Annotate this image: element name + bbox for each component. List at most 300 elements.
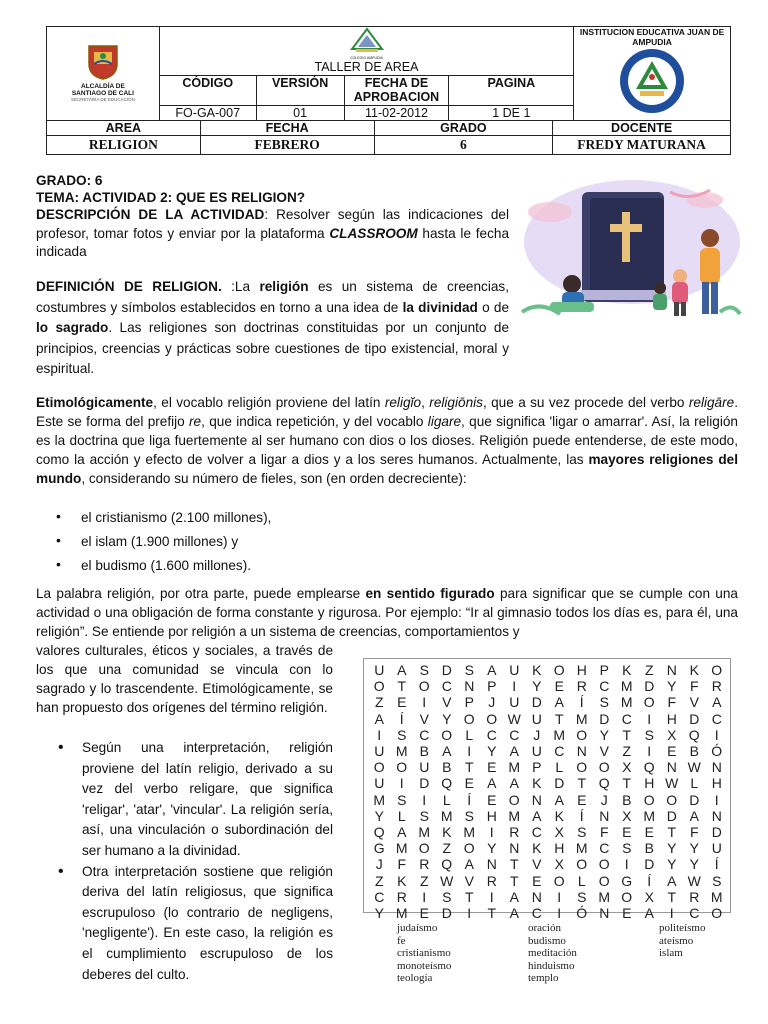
etymology-bold-2: mayores religiones del mundo — [36, 452, 738, 486]
word-search-row — [368, 678, 728, 694]
word-search-letter[interactable]: X — [622, 759, 632, 776]
word-search-letter[interactable]: K — [689, 662, 699, 679]
word-search-letter[interactable]: S — [464, 807, 474, 824]
definition-label: DEFINICIÓN DE RELIGION. — [36, 279, 222, 294]
word-search-letter[interactable]: Y — [374, 807, 384, 824]
word-search-letter[interactable]: A — [397, 662, 407, 679]
word-search-letter[interactable]: A — [374, 710, 384, 727]
word-search-letter[interactable]: T — [397, 678, 407, 695]
word-search-row — [368, 889, 728, 905]
word-search-letter[interactable]: E — [622, 904, 632, 921]
word-search-letter[interactable]: A — [509, 775, 519, 792]
word-search-letter[interactable]: T — [622, 726, 632, 743]
word-search-letter[interactable]: N — [531, 791, 542, 808]
word-search-letter[interactable]: L — [397, 807, 406, 824]
word-search-letter[interactable]: B — [644, 840, 654, 857]
word-search-letter[interactable]: D — [419, 775, 430, 792]
word-search-letter[interactable]: E — [487, 759, 497, 776]
word-search-letter[interactable]: Z — [442, 840, 452, 857]
word-search-letter[interactable]: S — [419, 662, 429, 679]
word-search-letter[interactable]: T — [622, 775, 632, 792]
word-search-letter[interactable]: K — [532, 775, 542, 792]
word-search-letter[interactable]: M — [553, 726, 566, 743]
word-search-letter[interactable]: Í — [467, 791, 472, 808]
word-search-letter[interactable]: O — [711, 662, 723, 679]
word-search-letter[interactable]: M — [395, 904, 408, 921]
word-search-letter[interactable]: U — [531, 743, 542, 760]
word-item: ateísmo — [659, 934, 694, 947]
word-search-letter[interactable]: S — [644, 726, 654, 743]
etymology-text-5: , que indica repetición, y del vocablo — [201, 414, 428, 429]
word-search-letter[interactable]: T — [509, 856, 519, 873]
etymology-italic-1: religĭo — [384, 395, 422, 410]
word-search-letter[interactable]: C — [419, 726, 430, 743]
word-search-letter[interactable]: J — [533, 726, 541, 743]
word-search-row — [368, 792, 728, 808]
word-search-letter[interactable]: C — [531, 823, 542, 840]
word-search-letter[interactable]: D — [689, 710, 700, 727]
religion-item: • el cristianismo (2.100 millones), — [56, 506, 271, 530]
family-bible-illustration — [520, 172, 742, 320]
word-search-letter[interactable]: K — [442, 823, 452, 840]
word-search-letter[interactable]: Z — [374, 694, 384, 711]
description-end: hasta le fecha indicada — [36, 225, 510, 259]
word-search-row — [368, 759, 728, 775]
word-search-letter[interactable]: Y — [442, 710, 452, 727]
grado-heading: GRADO: 6 — [36, 173, 103, 188]
word-search-letter[interactable]: P — [464, 694, 474, 711]
word-search-letter[interactable]: U — [419, 759, 430, 776]
word-search-letter[interactable]: T — [554, 710, 564, 727]
description-text: : Resolver según las indicaciones del profesor, tomar fotos y enviar por la plataforma — [36, 207, 509, 241]
word-search-letter[interactable]: M — [440, 807, 453, 824]
word-search-letter[interactable]: O — [643, 694, 655, 711]
word-search-letter[interactable]: G — [621, 872, 633, 889]
word-search-letter[interactable]: X — [667, 726, 677, 743]
word-search-letter[interactable]: A — [442, 743, 452, 760]
word-search-letter[interactable]: U — [711, 840, 722, 857]
word-search-letter[interactable]: V — [599, 743, 609, 760]
word-search-letter[interactable]: E — [667, 743, 677, 760]
word-search-letter[interactable]: J — [600, 791, 608, 808]
word-search-letter[interactable]: I — [489, 888, 494, 905]
word-search-letter[interactable]: C — [374, 888, 385, 905]
word-search-letter[interactable]: Í — [399, 710, 404, 727]
word-search-letter[interactable]: O — [373, 678, 385, 695]
word-search-letter[interactable]: T — [509, 872, 519, 889]
word-search-letter[interactable]: E — [554, 678, 564, 695]
word-search-letter[interactable]: D — [441, 904, 452, 921]
tema-heading: TEMA: ACTIVIDAD 2: QUE ES RELIGION? — [36, 190, 306, 205]
word-search-letter[interactable]: D — [666, 807, 677, 824]
word-search-letter[interactable]: I — [647, 710, 652, 727]
word-search-letter[interactable]: O — [576, 726, 588, 743]
word-search-letter[interactable]: O — [486, 710, 498, 727]
word-search-letter[interactable]: C — [486, 726, 497, 743]
center-logo-caption: COLEGIO AMPUDIA — [350, 56, 383, 60]
word-search-letter[interactable]: N — [576, 743, 587, 760]
word-search-letter[interactable]: W — [687, 872, 701, 889]
word-search-letter[interactable]: F — [599, 823, 609, 840]
word-search-letter[interactable]: Í — [714, 856, 719, 873]
word-search-letter[interactable]: D — [531, 694, 542, 711]
word-search-letter[interactable]: N — [509, 840, 520, 857]
word-search-letter[interactable]: Y — [599, 726, 609, 743]
word-search-letter[interactable]: O — [463, 840, 475, 857]
word-search-letter[interactable]: K — [554, 807, 564, 824]
word-search-letter[interactable]: B — [689, 743, 699, 760]
word-search-letter[interactable]: I — [557, 904, 562, 921]
word-search-letter[interactable]: Y — [487, 840, 497, 857]
word-search-letter[interactable]: V — [532, 856, 542, 873]
word-search-letter[interactable]: M — [373, 791, 386, 808]
version-label: VERSIÓN — [256, 76, 344, 106]
word-search-letter[interactable]: A — [487, 662, 497, 679]
word-search-letter[interactable]: D — [554, 775, 565, 792]
word-search-letter[interactable]: O — [598, 759, 610, 776]
word-search-letter[interactable]: S — [577, 888, 587, 905]
word-search-letter[interactable]: J — [488, 694, 496, 711]
word-search-letter[interactable]: N — [666, 662, 677, 679]
word-search-letter[interactable]: I — [422, 694, 427, 711]
word-search-letter[interactable]: P — [487, 678, 497, 695]
word-search-letter[interactable]: O — [463, 710, 475, 727]
taller-title: TALLER DE AREA — [314, 60, 419, 74]
word-search-letter[interactable]: I — [377, 726, 382, 743]
word-search-letter[interactable]: O — [396, 759, 408, 776]
word-search-letter[interactable]: Ó — [576, 904, 588, 921]
word-search-letter[interactable]: T — [667, 888, 677, 905]
word-search-letter[interactable]: E — [644, 823, 654, 840]
word-search-letter[interactable]: F — [667, 694, 677, 711]
word-search-letter[interactable]: C — [711, 710, 722, 727]
word-search-letter[interactable]: H — [576, 662, 587, 679]
word-search-row — [368, 743, 728, 759]
word-search-letter[interactable]: Q — [441, 775, 453, 792]
word-item: judaísmo — [397, 922, 438, 934]
word-search-letter[interactable]: M — [395, 743, 408, 760]
word-search-letter[interactable]: L — [555, 759, 564, 776]
word-item: hinduismo — [528, 959, 575, 972]
word-search-letter[interactable]: H — [644, 775, 655, 792]
word-search-letter[interactable]: R — [419, 856, 430, 873]
word-search-letter[interactable]: I — [557, 888, 562, 905]
word-item: politeísmo — [659, 922, 706, 934]
word-search-letter[interactable]: C — [509, 726, 520, 743]
word-search-letter[interactable]: D — [644, 678, 655, 695]
word-search-letter[interactable]: Y — [689, 840, 699, 857]
word-search-letter[interactable]: A — [509, 743, 519, 760]
word-search-letter[interactable]: O — [666, 791, 678, 808]
word-search-letter[interactable]: T — [464, 888, 474, 905]
word-search-letter[interactable]: O — [643, 791, 655, 808]
word-search-letter[interactable]: I — [669, 904, 674, 921]
word-search-letter[interactable]: Q — [373, 823, 385, 840]
word-search-letter[interactable]: M — [508, 759, 521, 776]
word-search-letter[interactable]: Í — [647, 872, 652, 889]
word-search-letter[interactable]: M — [395, 840, 408, 857]
word-search-letter[interactable]: C — [599, 840, 610, 857]
word-search-letter[interactable]: W — [440, 872, 454, 889]
word-search-letter[interactable]: Q — [643, 759, 655, 776]
word-search-letter[interactable]: A — [554, 791, 564, 808]
word-search-letter[interactable]: S — [442, 888, 452, 905]
word-search-letter[interactable]: E — [532, 872, 542, 889]
origin-item: • Otra interpretación sostiene que religión deriva del latín religiosus, que significa escrupuloso (lo contrario de negligens, 'negligente'). En este caso, la religión es el cumplimiento escrupuloso de los deberes del culto. — [58, 862, 333, 986]
word-search-letter[interactable]: X — [554, 823, 564, 840]
word-search-letter[interactable]: N — [531, 888, 542, 905]
word-search-letter[interactable]: A — [509, 888, 519, 905]
word-search-letter[interactable]: Y — [487, 743, 497, 760]
word-search-letter[interactable]: U — [509, 662, 520, 679]
word-search-letter[interactable]: A — [487, 775, 497, 792]
word-search-letter[interactable]: U — [374, 662, 385, 679]
word-search-letter[interactable]: D — [644, 856, 655, 873]
word-search-letter[interactable]: U — [531, 710, 542, 727]
word-search-letter[interactable]: I — [647, 743, 652, 760]
description-paragraph — [36, 206, 509, 262]
word-search-letter[interactable]: L — [690, 775, 699, 792]
word-search-letter[interactable]: G — [373, 840, 385, 857]
word-search-letter[interactable]: T — [577, 775, 587, 792]
word-search-letter[interactable]: Y — [374, 904, 384, 921]
word-search-letter[interactable]: Z — [622, 743, 632, 760]
word-search-letter[interactable]: M — [463, 823, 476, 840]
word-search-letter[interactable]: C — [554, 743, 565, 760]
word-search-letter[interactable]: K — [532, 840, 542, 857]
word-search-letter[interactable]: S — [712, 872, 722, 889]
word-search-letter[interactable]: I — [422, 791, 427, 808]
word-search-letter[interactable]: A — [464, 856, 474, 873]
word-search-letter[interactable]: W — [687, 759, 701, 776]
word-search-letter[interactable]: C — [621, 710, 632, 727]
figurative-text-1: La palabra religión, por otra parte, puede emplearse — [36, 586, 366, 601]
word-search-letter[interactable]: X — [622, 807, 632, 824]
word-search-letter[interactable]: N — [486, 856, 497, 873]
alcaldia-line1: ALCALDÍA DE — [81, 83, 125, 90]
word-search-letter[interactable]: S — [419, 807, 429, 824]
word-search-letter[interactable]: L — [577, 872, 586, 889]
word-search-letter[interactable]: O — [441, 726, 453, 743]
word-search-letter[interactable]: U — [374, 775, 385, 792]
word-search-letter[interactable]: E — [577, 791, 587, 808]
origin-item: • Según una interpretación, religión proviene del latín religio, derivado a su vez del verbo religare, que significa 'religar', 'atar', 'vincular'. La religión sería, así, una vinculación o subordinación del ser humano a la divinidad. — [58, 738, 333, 862]
word-search-letter[interactable]: A — [397, 823, 407, 840]
word-search-letter[interactable]: U — [374, 743, 385, 760]
word-search-letter[interactable]: K — [622, 662, 632, 679]
word-search-letter[interactable]: O — [576, 856, 588, 873]
word-search-letter[interactable]: N — [464, 678, 475, 695]
word-search-letter[interactable]: V — [442, 694, 452, 711]
word-search-letter[interactable]: R — [396, 888, 407, 905]
word-search-letter[interactable]: I — [422, 888, 427, 905]
word-search-letter[interactable]: R — [711, 678, 722, 695]
word-search-letter[interactable]: Q — [688, 726, 700, 743]
word-search-letter[interactable]: O — [418, 678, 430, 695]
docente-value: FREDY MATURANA — [553, 136, 731, 155]
word-search-letter[interactable]: Ó — [711, 743, 723, 760]
word-search-letter[interactable]: S — [622, 840, 632, 857]
word-search-letter[interactable]: T — [464, 759, 474, 776]
word-search-row — [368, 775, 728, 791]
word-search-letter[interactable]: X — [644, 888, 654, 905]
word-search-letter[interactable]: R — [576, 678, 587, 695]
word-search-letter[interactable]: I — [624, 856, 629, 873]
word-search-letter[interactable]: N — [599, 807, 610, 824]
word-search-letter[interactable]: S — [397, 726, 407, 743]
word-search-letter[interactable]: Y — [667, 678, 677, 695]
word-search-row — [368, 694, 728, 710]
word-search-letter[interactable]: M — [598, 888, 611, 905]
word-search-letter[interactable]: W — [665, 775, 679, 792]
word-search-letter[interactable]: C — [531, 904, 542, 921]
platform-name: CLASSROOM — [329, 225, 418, 241]
word-search-letter[interactable]: I — [467, 904, 472, 921]
word-search-letter[interactable]: E — [487, 791, 497, 808]
word-search-letter[interactable]: A — [667, 872, 677, 889]
word-search-letter[interactable]: C — [599, 678, 610, 695]
word-search-letter[interactable]: Y — [667, 840, 677, 857]
word-search-letter[interactable]: F — [397, 856, 407, 873]
word-search-letter[interactable]: D — [689, 791, 700, 808]
word-search-letter[interactable]: E — [464, 775, 474, 792]
word-search-letter[interactable]: S — [397, 791, 407, 808]
word-search-letter[interactable]: H — [486, 807, 497, 824]
word-search-letter[interactable]: S — [577, 823, 587, 840]
grado-value: 6 — [374, 136, 553, 155]
word-search-letter[interactable]: M — [710, 888, 723, 905]
word-search-letter[interactable]: K — [532, 662, 542, 679]
word-search-letter[interactable]: X — [554, 856, 564, 873]
word-search-letter[interactable]: N — [666, 759, 677, 776]
word-search-letter[interactable]: M — [508, 807, 521, 824]
word-search-letter[interactable]: O — [711, 904, 723, 921]
word-search-letter[interactable]: N — [711, 807, 722, 824]
word-search-letter[interactable]: J — [375, 856, 383, 873]
word-search-letter[interactable]: M — [643, 807, 656, 824]
word-search-letter[interactable]: E — [622, 823, 632, 840]
word-search-letter[interactable]: Í — [579, 807, 584, 824]
word-search-letter[interactable]: Y — [532, 678, 542, 695]
word-search-letter[interactable]: U — [509, 694, 520, 711]
figurative-continuation: valores culturales, éticos y sociales, a través de los que una comunidad se vincula con lo sagrado y lo trascendente. Etimológicamente, se han propuesto dos orígenes del término religión. — [36, 643, 333, 715]
word-search-letter[interactable]: K — [397, 872, 407, 889]
word-search-letter[interactable]: P — [599, 662, 609, 679]
word-search-letter[interactable]: A — [509, 904, 519, 921]
word-search-letter[interactable]: V — [464, 872, 474, 889]
word-search-letter[interactable]: R — [486, 872, 497, 889]
word-search-letter[interactable]: R — [689, 888, 700, 905]
word-search-letter[interactable]: W — [507, 710, 521, 727]
word-search-letter[interactable]: O — [621, 888, 633, 905]
word-search-letter[interactable]: F — [689, 823, 699, 840]
word-search-letter[interactable]: Í — [579, 694, 584, 711]
etymology-text-4: . Este se forma del prefijo — [36, 395, 738, 429]
word-search-letter[interactable]: Q — [598, 775, 610, 792]
word-search-row — [368, 662, 728, 678]
word-search-letter[interactable]: O — [373, 759, 385, 776]
word-search-letter[interactable]: H — [554, 840, 565, 857]
word-search-letter[interactable]: Z — [644, 662, 654, 679]
word-search-letter[interactable]: B — [419, 743, 429, 760]
word-list-column-1 — [397, 922, 451, 985]
word-search-letter[interactable]: A — [644, 904, 654, 921]
word-search-letter[interactable]: Y — [667, 856, 677, 873]
word-search-letter[interactable]: A — [712, 694, 722, 711]
word-search-letter[interactable]: Z — [419, 872, 429, 889]
word-search-letter[interactable]: L — [465, 726, 474, 743]
word-search-letter[interactable]: V — [689, 694, 699, 711]
word-search-letter[interactable]: T — [487, 904, 497, 921]
word-search-letter[interactable]: A — [532, 807, 542, 824]
word-search-letter[interactable]: O — [598, 872, 610, 889]
word-search-letter[interactable]: O — [553, 662, 565, 679]
word-search-letter[interactable]: O — [598, 856, 610, 873]
word-search-letter[interactable]: M — [575, 710, 588, 727]
word-search-letter[interactable]: D — [711, 823, 722, 840]
word-search-letter[interactable]: I — [467, 743, 472, 760]
word-search-letter[interactable]: N — [599, 904, 610, 921]
word-search-letter[interactable]: M — [418, 823, 431, 840]
word-search-letter[interactable]: T — [667, 823, 677, 840]
word-search-letter[interactable]: O — [418, 840, 430, 857]
word-search-letter[interactable]: R — [509, 823, 520, 840]
word-item: budismo — [528, 934, 566, 947]
word-search-letter[interactable]: D — [599, 710, 610, 727]
word-item: meditación — [528, 947, 577, 959]
word-search-letter[interactable]: D — [441, 662, 452, 679]
word-search-letter[interactable]: P — [532, 759, 542, 776]
word-search-letter[interactable]: V — [419, 710, 429, 727]
word-search-letter[interactable]: I — [512, 678, 517, 695]
word-search-letter[interactable]: M — [620, 694, 633, 711]
word-search-letter[interactable]: S — [599, 694, 609, 711]
word-search-letter[interactable]: I — [399, 775, 404, 792]
word-search-letter[interactable]: A — [554, 694, 564, 711]
word-search-letter[interactable]: Y — [689, 856, 699, 873]
word-search-letter[interactable]: O — [553, 872, 565, 889]
word-item: oración — [528, 922, 561, 934]
word-search-letter[interactable]: L — [442, 791, 451, 808]
word-search-letter[interactable]: Q — [441, 856, 453, 873]
word-search-letter[interactable]: F — [689, 678, 699, 695]
word-search-letter[interactable]: O — [508, 791, 520, 808]
pagina-label: PAGINA — [449, 76, 574, 106]
word-search-letter[interactable]: S — [464, 662, 474, 679]
word-search-letter[interactable]: E — [419, 904, 429, 921]
word-search-letter[interactable]: A — [689, 807, 699, 824]
word-search-letter[interactable]: C — [441, 678, 452, 695]
school-seal-icon — [618, 47, 686, 115]
word-search-letter[interactable]: N — [711, 759, 722, 776]
word-search-letter[interactable]: I — [714, 791, 719, 808]
word-search-letter[interactable]: E — [397, 694, 407, 711]
word-search-letter[interactable]: M — [620, 678, 633, 695]
word-search-letter[interactable]: O — [576, 759, 588, 776]
word-search-letter[interactable]: M — [575, 840, 588, 857]
word-search-letter[interactable]: H — [666, 710, 677, 727]
word-search-letter[interactable]: I — [714, 726, 719, 743]
etymology-text-1: , el vocablo religión proviene del latín — [153, 395, 385, 410]
word-search-letter[interactable]: B — [622, 791, 632, 808]
etymology-text-2: , — [421, 395, 430, 410]
word-search-letter[interactable]: I — [489, 823, 494, 840]
word-search-letter[interactable]: H — [711, 775, 722, 792]
word-search-letter[interactable]: B — [442, 759, 452, 776]
word-search-letter[interactable]: Z — [374, 872, 384, 889]
word-item: templo — [528, 972, 559, 984]
word-search-letter[interactable]: C — [689, 904, 700, 921]
